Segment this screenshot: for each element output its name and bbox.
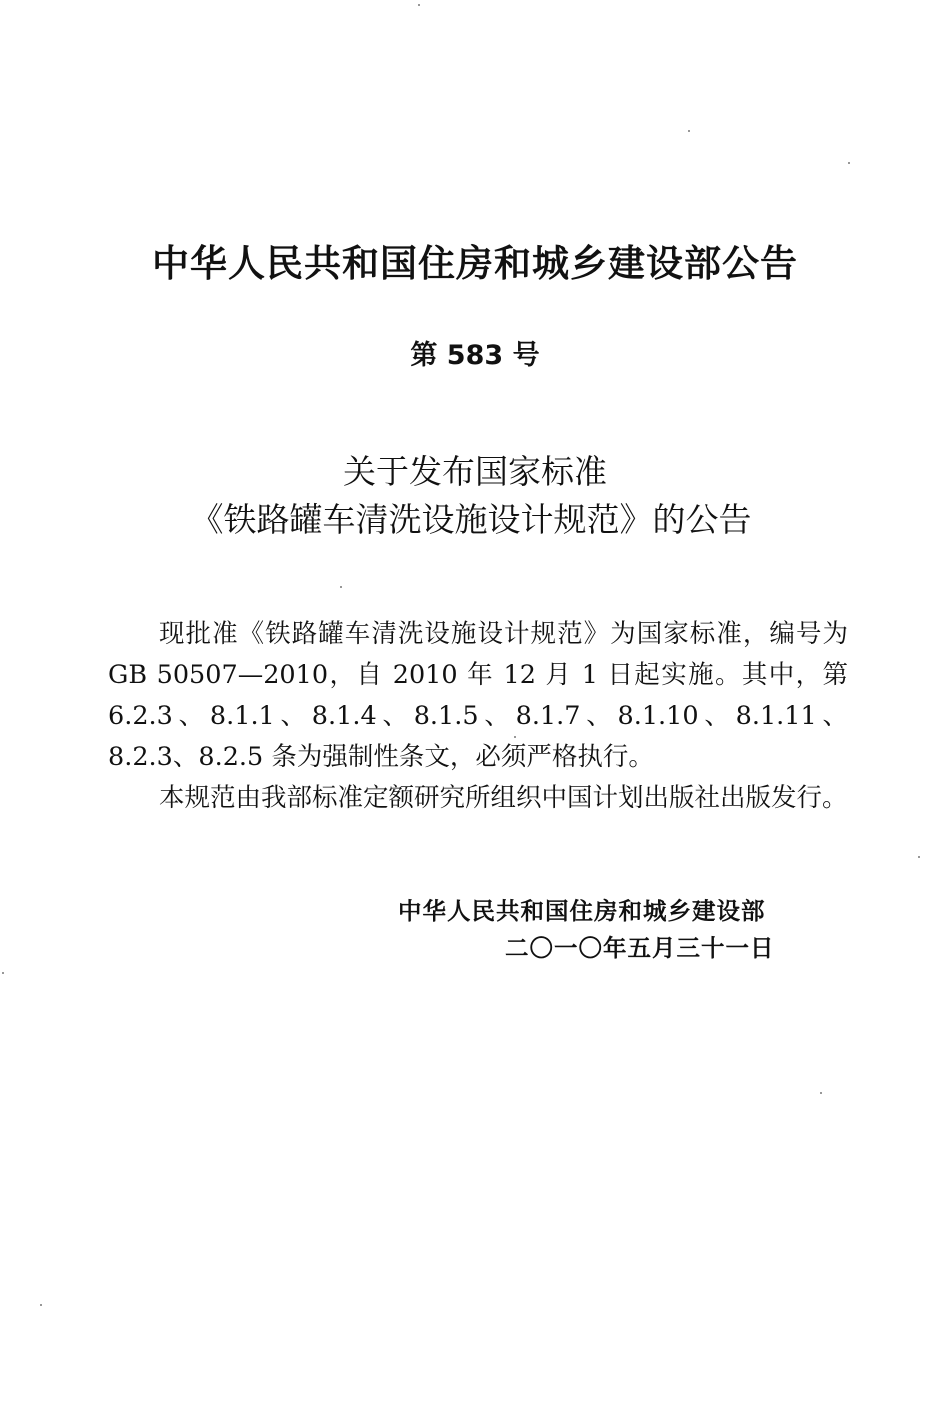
scan-speck — [918, 856, 920, 858]
scan-speck — [848, 162, 850, 164]
subject-line-1: 关于发布国家标准 — [343, 452, 607, 491]
body-paragraph-1: 现批准《铁路罐车清洗设施设计规范》为国家标准，编号为GB 50507—2010，自 2010 年 12 月 1 日起实施。其中，第 6.2.3、8.1.1、8.1.4、8.1.5、8.1.7、8.1.10、8.1.11、8.2.3、8.2.5 条为强制性条文，必须严格执行。 — [108, 619, 848, 772]
announcement-subject — [0, 448, 950, 544]
scan-speck — [688, 130, 690, 132]
announcement-number: 第 583 号 — [410, 340, 540, 371]
subject-line-2: 《铁路罐车清洗设施设计规范》的公告 — [190, 500, 752, 539]
announcement-body — [108, 614, 848, 819]
scan-speck — [514, 736, 516, 738]
scan-speck — [40, 1304, 42, 1306]
signature-date: 二〇一〇年五月三十一日 — [505, 934, 775, 962]
issuer-title: 中华人民共和国住房和城乡建设部公告 — [152, 242, 798, 285]
signature-organization: 中华人民共和国住房和城乡建设部 — [398, 897, 766, 925]
body-paragraph-2: 本规范由我部标准定额研究所组织中国计划出版社出版发行。 — [159, 783, 848, 813]
scan-speck — [340, 586, 342, 588]
scan-speck — [418, 4, 420, 6]
scan-speck — [820, 1092, 822, 1094]
scan-speck — [2, 972, 4, 974]
